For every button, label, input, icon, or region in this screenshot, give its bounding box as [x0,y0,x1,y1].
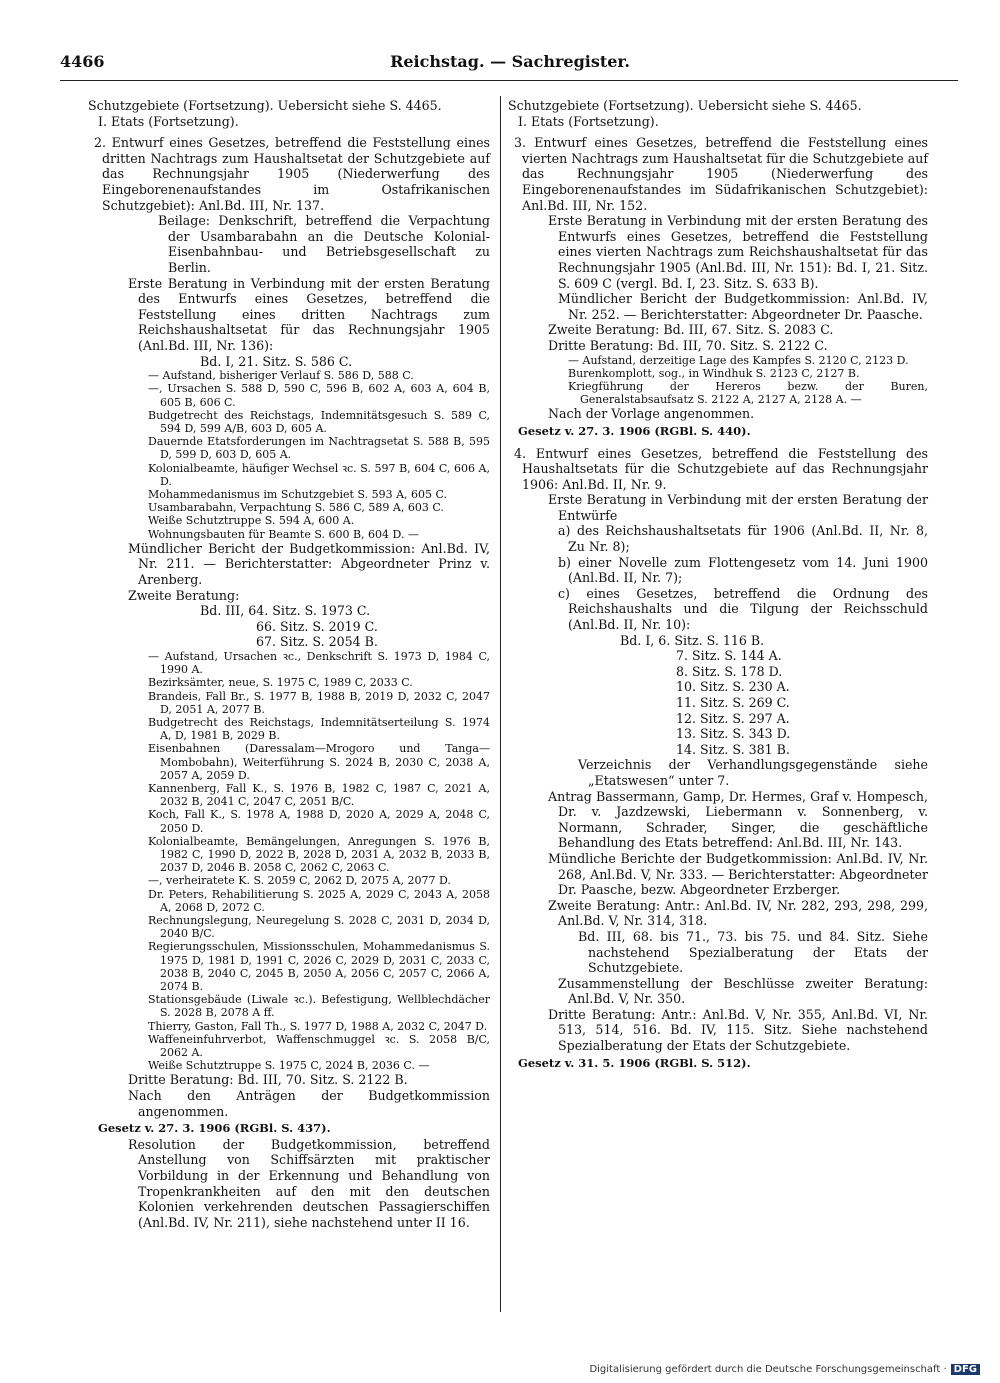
right-line: 4. Entwurf eines Gesetzes, betreffend die Feststellung des Haushaltsetats für die Schutzgebiete auf das Rechnungsjahr 1906: Anl.Bd. II, Nr. 9. [514,445,928,492]
left-line: Wohnungsbauten für Beamte S. 600 B, 604 D. — [148,527,419,541]
right-line: Gesetz v. 27. 3. 1906 (RGBl. S. 440). [518,423,751,438]
right-line: 12. Sitz. S. 297 A. [676,710,790,726]
right-line: Antrag Bassermann, Gamp, Dr. Hermes, Graf v. Hompesch, Dr. v. Jazdzewski, Liebermann v. Sonnenberg, v. Normann, Schrader, Singer, die geschäftliche Behandlung des Etats betreffend: Anl.Bd. III, Nr. 143. [548,788,928,851]
left-line: Dauernde Etatsforderungen im Nachtragsetat S. 588 B, 595 D, 599 D, 603 D, 605 A. [148,435,490,462]
right-line: 10. Sitz. S. 230 A. [676,679,790,695]
right-column [508,98,928,1071]
right-line: Erste Beratung in Verbindung mit der ersten Beratung des Entwurfs eines Gesetzes, betreffend die Feststellung eines vierten Nachtrags zum Reichshaushaltsetat für das Rechnungsjahr 1905 (Anl.Bd. III, Nr. 151): Bd. I, 21. Sitz. S. 609 C (vergl. Bd. I, 23. Sitz. S. 633 B). [548,213,928,291]
left-line: Weiße Schutztruppe S. 1975 C, 2024 B, 2036 C. — [148,1059,430,1073]
left-line: Usambarabahn, Verpachtung S. 586 C, 589 A, 603 C. [148,501,444,515]
left-line: Regierungsschulen, Missionsschulen, Mohammedanismus S. 1975 D, 1981 D, 1991 C, 2026 C, 2029 D, 2031 C, 2033 C, 2038 B, 2040 C, 2045 B, 2050 A, 2056 C, 2057 C, 2066 A, 2074 B. [148,940,490,993]
left-line: Rechnungslegung, Neuregelung S. 2028 C, 2031 D, 2034 D, 2040 B/C. [148,913,490,941]
left-line: I. Etats (Fortsetzung). [98,113,239,129]
left-line: Bd. I, 21. Sitz. S. 586 C. [200,353,353,369]
left-line: Dr. Peters, Rehabilitierung S. 2025 A, 2029 C, 2043 A, 2058 A, 2068 D, 2072 C. [148,887,490,914]
right-line: Kriegführung der Hereros bezw. der Buren, Generalstabsaufsatz S. 2122 A, 2127 A, 2128 A. — [568,379,928,407]
left-line: Schutzgebiete (Fortsetzung). Uebersicht siehe S. 4465. [88,98,442,113]
right-line: Zweite Beratung: Antr.: Anl.Bd. IV, Nr. 282, 293, 298, 299, Anl.Bd. V, Nr. 314, 318. [548,897,928,929]
right-line: Erste Beratung in Verbindung mit der ersten Beratung der Entwürfe [548,492,928,523]
right-line: Verzeichnis der Verhandlungsgegenstände siehe „Etatswesen“ unter 7. [578,757,928,788]
left-line: Erste Beratung in Verbindung mit der ersten Beratung des Entwurfs eines Gesetzes, betreffend die Feststellung eines dritten Nachtrags zum Reichshaushaltsetat für das Rechnungsjahr 1905 (Anl.Bd. III, Nr. 136): [128,275,490,353]
left-line: — Aufstand, Ursachen ꝛc., Denkschrift S. 1973 D, 1984 C, 1990 A. [148,649,490,677]
right-line: Mündliche Berichte der Budgetkommission: Anl.Bd. IV, Nr. 268, Anl.Bd. V, Nr. 333. — Berichterstatter: Abgeordneter Dr. Paasche, bezw. Abgeordneter Erzberger. [548,850,928,898]
left-line: Weiße Schutztruppe S. 594 A, 600 A. [148,514,355,528]
left-line: Budgetrecht des Reichstags, Indemnitätsgesuch S. 589 C, 594 D, 599 A/B, 603 D, 605 A. [148,408,490,435]
right-line: Bd. III, 68. bis 71., 73. bis 75. und 84. Sitz. Siehe nachstehend Spezialberatung der Etats der Schutzgebiete. [578,928,928,976]
left-line: Kannenberg, Fall K., S. 1976 B, 1982 C, 1987 C, 2021 A, 2032 B, 2041 C, 2047 C, 2051 B/C. [148,781,490,809]
left-line: Resolution der Budgetkommission, betreffend Anstellung von Schiffsärzten mit praktischer Vorbildung in der Erkennung und Behandlung von Tropenkrankheiten auf den mit den deutschen Kolonien verkehrenden deutschen Passagierschiffen (Anl.Bd. IV, Nr. 211), siehe nachstehend unter II 16. [128,1136,490,1230]
left-line: Zweite Beratung: [128,587,240,603]
left-line: Dritte Beratung: Bd. III, 70. Sitz. S. 2122 B. [128,1072,408,1088]
right-line: Zweite Beratung: Bd. III, 67. Sitz. S. 2083 C. [548,322,834,338]
column-divider [500,96,501,1312]
right-line: Burenkomplott, sog., in Windhuk S. 2123 C, 2127 B. [568,366,860,380]
right-line: Dritte Beratung: Bd. III, 70. Sitz. S. 2122 C. [548,337,828,353]
left-line: Nach den Anträgen der Budgetkommission angenommen. [128,1087,490,1119]
right-line: I. Etats (Fortsetzung). [518,113,659,129]
left-line: Budgetrecht des Reichstags, Indemnitätserteilung S. 1974 A, D, 1981 B, 2029 B. [148,715,490,743]
right-line: 14. Sitz. S. 381 B. [676,741,790,757]
left-line: Mündlicher Bericht der Budgetkommission: Anl.Bd. IV, Nr. 211. — Berichterstatter: Abgeordneter Prinz v. Arenberg. [128,540,490,587]
right-line: 8. Sitz. S. 178 D. [676,663,783,679]
footer-credit [589,1364,980,1375]
left-line: Gesetz v. 27. 3. 1906 (RGBl. S. 437). [98,1121,331,1136]
dfg-logo: DFG [951,1364,980,1375]
left-line: Eisenbahnen (Daressalam—Mrogoro und Tanga—Mombobahn), Weiterführung S. 2024 B, 2030 C, 2038 A, 2057 A, 2059 D. [148,742,490,782]
right-line: Nach der Vorlage angenommen. [548,406,755,422]
right-line: 13. Sitz. S. 343 D. [676,726,791,742]
left-line: Bd. III, 64. Sitz. S. 1973 C. [200,603,371,619]
running-title: Reichstag. — Sachregister. [390,52,630,71]
right-line: Zusammenstellung der Beschlüsse zweiter Beratung: Anl.Bd. V, Nr. 350. [558,975,928,1007]
right-line: Dritte Beratung: Antr.: Anl.Bd. V, Nr. 355, Anl.Bd. VI, Nr. 513, 514, 516. Bd. IV, 115. Sitz. Siehe nachstehend Spezialberatung der Etats der Schutzgebiete. [548,1006,928,1054]
left-line: Beilage: Denkschrift, betreffend die Verpachtung der Usambarabahn an die Deutsche Kolonial-Eisenbahnbau- und Betriebsgesellschaft zu Berlin. [158,213,490,275]
right-line: 7. Sitz. S. 144 A. [676,648,782,664]
right-line: Gesetz v. 31. 5. 1906 (RGBl. S. 512). [518,1055,751,1070]
footer-text: Digitalisierung gefördert durch die Deutsche Forschungsgemeinschaft · [589,1364,947,1375]
header-rule [60,80,958,81]
right-line: Schutzgebiete (Fortsetzung). Uebersicht siehe S. 4465. [508,98,862,113]
left-line: Mohammedanismus im Schutzgebiet S. 593 A, 605 C. [148,487,448,501]
right-line: — Aufstand, derzeitige Lage des Kampfes S. 2120 C, 2123 D. [568,353,909,367]
left-line: —, verheiratete K. S. 2059 C, 2062 D, 2075 A, 2077 D. [148,874,451,888]
page-number: 4466 [60,52,105,71]
left-line: Stationsgebäude (Liwale ꝛc.). Befestigung, Wellblechdächer S. 2028 B, 2078 A ff. [148,993,490,1020]
left-line: 66. Sitz. S. 2019 C. [256,618,378,634]
right-line: Mündlicher Bericht der Budgetkommission: Anl.Bd. IV, Nr. 252. — Berichterstatter: Abgeordneter Dr. Paasche. [558,291,928,322]
right-line: 11. Sitz. S. 269 C. [676,695,790,710]
left-column [88,98,490,1230]
left-line: 67. Sitz. S. 2054 B. [256,634,378,650]
right-line: 3. Entwurf eines Gesetzes, betreffend die Feststellung eines vierten Nachtrags zum Haushaltsetat für die Schutzgebiete auf das Rechnungsjahr 1905 (Niederwerfung des Eingeborenenaufstandes im Südafrikanischen Schutzgebiet): Anl.Bd. III, Nr. 152. [514,135,928,213]
left-line: —, Ursachen S. 588 D, 590 C, 596 B, 602 A, 603 A, 604 B, 605 B, 606 C. [148,382,490,409]
left-line: Thierry, Gaston, Fall Th., S. 1977 D, 1988 A, 2032 C, 2047 D. [148,1019,488,1033]
right-line: a) des Reichshaushaltsetats für 1906 (Anl.Bd. II, Nr. 8, Zu Nr. 8); [558,523,928,555]
left-line: 2. Entwurf eines Gesetzes, betreffend die Feststellung eines dritten Nachtrags zum Haushaltsetat der Schutzgebiete auf das Rechnungsjahr 1905 (Niederwerfung des Eingeborenenaufstandes im Ostafrikanischen Schutzgebiet): Anl.Bd. III, Nr. 137. [94,135,490,213]
left-line: Bezirksämter, neue, S. 1975 C, 1989 C, 2033 C. [148,676,413,690]
left-line: Waffeneinfuhrverbot, Waffenschmuggel ꝛc. S. 2058 B/C, 2062 A. [148,1032,490,1059]
left-line: Kolonialbeamte, Bemängelungen, Anregungen S. 1976 B, 1982 C, 1990 D, 2022 B, 2028 D, 2031 A, 2032 B, 2033 B, 2037 D, 2046 B. 2058 C, 2062 C, 2063 C. [148,834,490,875]
left-line: — Aufstand, bisheriger Verlauf S. 586 D, 588 C. [148,369,414,383]
right-line: Bd. I, 6. Sitz. S. 116 B. [620,632,765,648]
left-line: Kolonialbeamte, häufiger Wechsel ꝛc. S. 597 B, 604 C, 606 A, D. [148,461,490,488]
page-header [60,52,960,78]
right-line: b) einer Novelle zum Flottengesetz vom 14. Juni 1900 (Anl.Bd. II, Nr. 7); [558,554,928,586]
left-line: Koch, Fall K., S. 1978 A, 1988 D, 2020 A, 2029 A, 2048 C, 2050 D. [148,808,490,835]
left-line: Brandeis, Fall Br., S. 1977 B, 1988 B, 2019 D, 2032 C, 2047 D, 2051 A, 2077 B. [148,689,490,716]
right-line: c) eines Gesetzes, betreffend die Ordnung des Reichshaushalts und die Tilgung der Reichsschuld (Anl.Bd. II, Nr. 10): [558,585,928,633]
